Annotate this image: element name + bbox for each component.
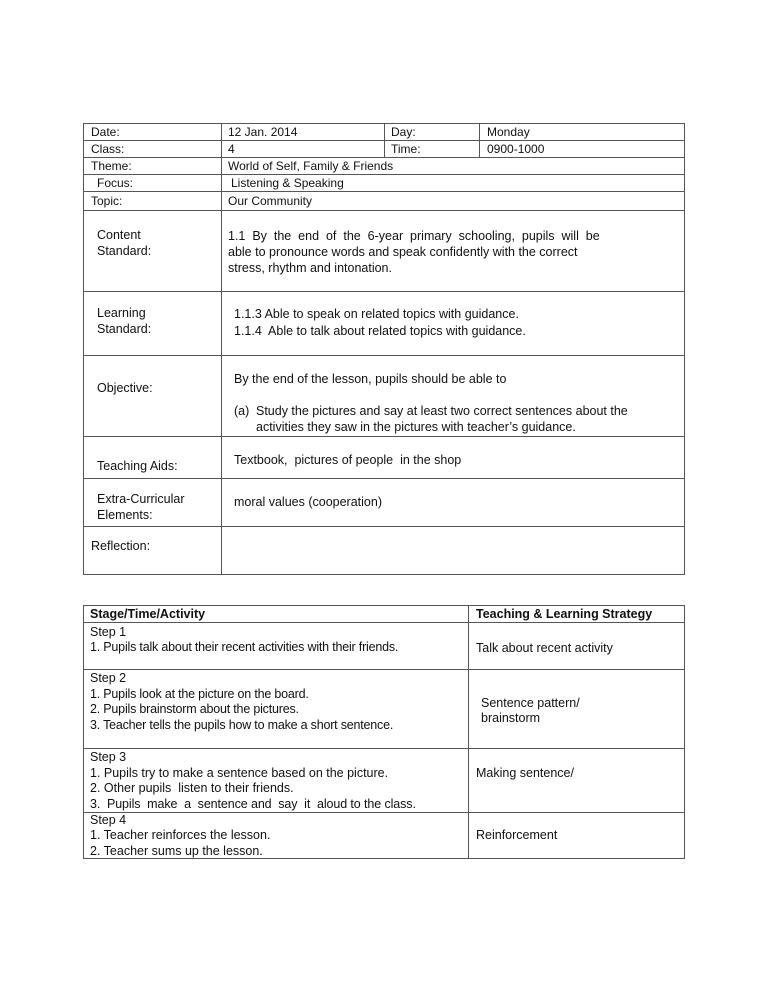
learning-standard-label: Learning — [97, 306, 146, 320]
step-line: 1. Pupils look at the picture on the board. — [90, 687, 309, 701]
focus-value: Listening & Speaking — [231, 176, 344, 190]
content-standard-line-1: 1.1 By the end of the 6-year primary schooling, pupils will be — [228, 229, 600, 243]
time-label: Time: — [391, 142, 421, 156]
step-line: 2. Teacher sums up the lesson. — [90, 844, 263, 858]
objective-item-line-2: activities they saw in the pictures with teacher’s guidance. — [256, 420, 576, 434]
extra-curricular-value: moral values (cooperation) — [234, 495, 382, 509]
step-strategy: Making sentence/ — [476, 766, 574, 780]
step-strategy: brainstorm — [481, 711, 541, 725]
step-title: Step 1 — [90, 625, 127, 639]
content-standard-line-2: able to pronounce words and speak confidently with the correct — [228, 245, 578, 259]
step-strategy: Talk about recent activity — [476, 641, 613, 655]
objective-item-marker: (a) — [234, 404, 250, 418]
step-line: 2. Other pupils listen to their friends. — [90, 781, 294, 795]
step-title: Step 4 — [90, 813, 127, 827]
content-standard-label-2: Standard: — [97, 244, 152, 258]
objective-label: Objective: — [97, 381, 153, 395]
step-line: 2. Pupils brainstorm about the pictures. — [90, 702, 299, 716]
reflection-label: Reflection: — [91, 539, 151, 553]
objective-item-line-1: Study the pictures and say at least two correct sentences about the — [256, 404, 628, 418]
date-label: Date: — [91, 125, 120, 139]
teaching-aids-label: Teaching Aids: — [97, 459, 178, 473]
objective-intro: By the end of the lesson, pupils should be able to — [234, 372, 507, 386]
step-line: 1. Pupils talk about their recent activities with their friends. — [90, 640, 399, 654]
theme-label: Theme: — [91, 159, 132, 173]
date-value: 12 Jan. 2014 — [228, 125, 298, 139]
topic-value: Our Community — [228, 194, 313, 208]
day-label: Day: — [391, 125, 416, 139]
day-value: Monday — [487, 125, 530, 139]
theme-value: World of Self, Family & Friends — [228, 159, 394, 173]
time-value: 0900-1000 — [487, 142, 545, 156]
step-line: 1. Pupils try to make a sentence based on the picture. — [90, 766, 389, 780]
extra-curricular-label: Extra-Curricular — [97, 492, 185, 506]
column-header-activity: Stage/Time/Activity — [90, 607, 206, 621]
step-line: 3. Pupils make a sentence and say it aloud to the class. — [90, 797, 416, 811]
learning-standard-line-2: 1.1.4 Able to talk about related topics with guidance. — [234, 324, 526, 338]
class-label: Class: — [91, 142, 125, 156]
focus-label: Focus: — [97, 176, 134, 190]
step-line: 1. Teacher reinforces the lesson. — [90, 828, 271, 842]
step-title: Step 3 — [90, 750, 127, 764]
learning-standard-label-2: Standard: — [97, 322, 152, 336]
column-header-strategy: Teaching & Learning Strategy — [476, 607, 653, 621]
topic-label: Topic: — [91, 194, 123, 208]
extra-curricular-label-2: Elements: — [97, 508, 153, 522]
content-standard-line-3: stress, rhythm and intonation. — [228, 261, 392, 275]
step-strategy: Reinforcement — [476, 828, 558, 842]
content-standard-label: Content — [97, 228, 141, 242]
step-line: 3. Teacher tells the pupils how to make a short sentence. — [90, 718, 394, 732]
step-title: Step 2 — [90, 671, 127, 685]
teaching-aids-value: Textbook, pictures of people in the shop — [234, 453, 462, 467]
learning-standard-line-1: 1.1.3 Able to speak on related topics with guidance. — [234, 307, 519, 321]
class-value: 4 — [228, 142, 235, 156]
step-strategy: Sentence pattern/ — [481, 696, 580, 710]
